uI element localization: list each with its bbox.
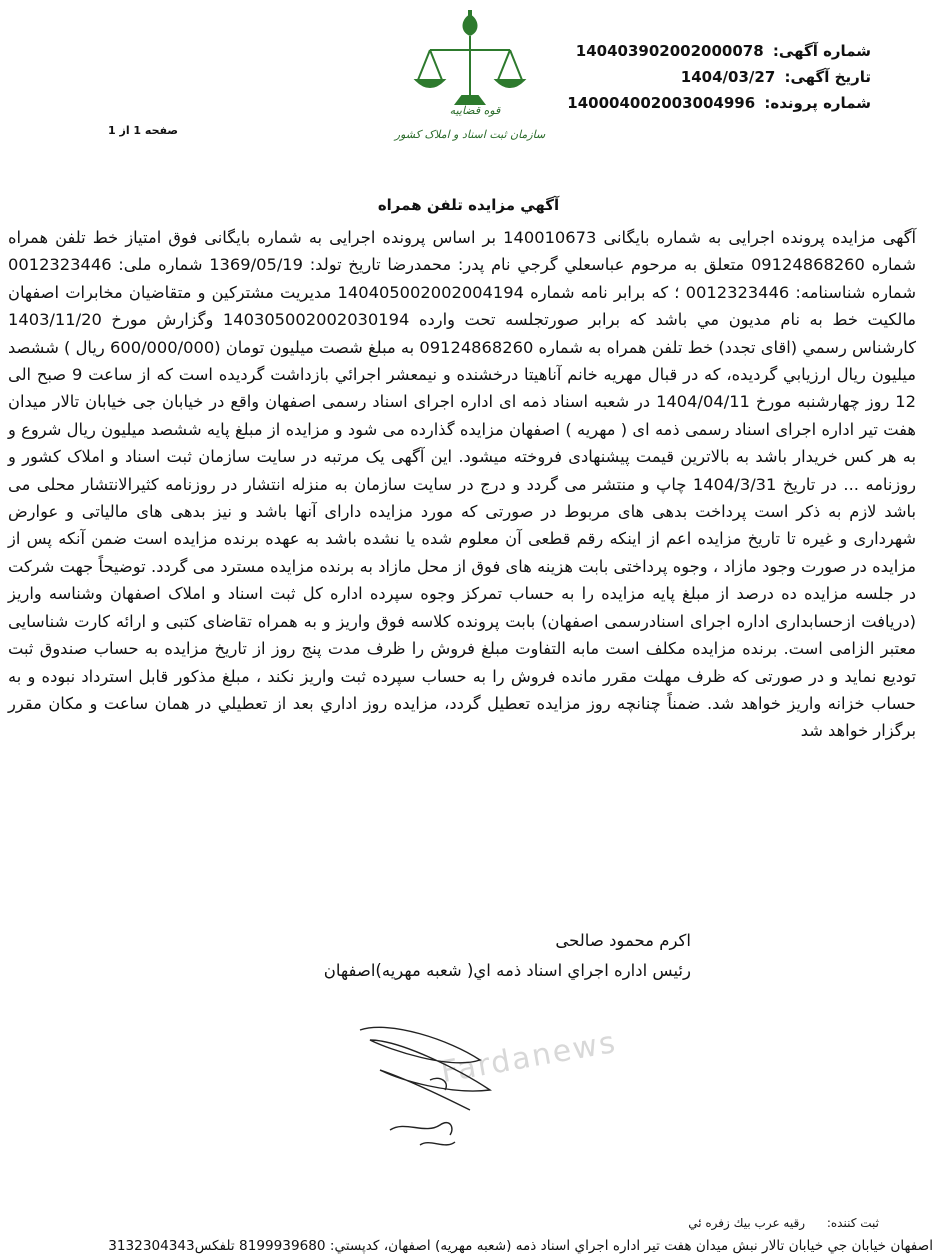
ad-date-row bbox=[567, 64, 871, 90]
registrar-label: ثبت کننده: bbox=[826, 1216, 879, 1230]
signatory-block bbox=[324, 926, 691, 986]
registrar bbox=[688, 1216, 879, 1230]
case-number-label: شماره پرونده: bbox=[764, 94, 871, 112]
ad-number-row bbox=[567, 38, 871, 64]
ad-date-value: 1404/03/27 bbox=[680, 68, 776, 86]
judiciary-caption: قوه قضاییه bbox=[449, 104, 501, 117]
registrar-name: رقيه عرب بيك زفره ئي bbox=[688, 1216, 806, 1230]
handwritten-signature bbox=[330, 1010, 530, 1170]
footer-address: اصفهان خيابان جي خيابان تالار نبش ميدان هفت تير اداره اجراي اسناد ذمه (شعبه مهريه) اصفهان، كدپستي: 8199939680 تلفكس3132304343 bbox=[108, 1238, 933, 1254]
page-title: آگهي مزايده تلفن همراه bbox=[377, 196, 560, 214]
case-number-row bbox=[567, 90, 871, 116]
signatory-name: اکرم محمود صالحی bbox=[555, 931, 691, 950]
ad-number-label: شماره آگهی: bbox=[772, 42, 871, 60]
ad-number-value: 14040390200200007‪8‬ bbox=[575, 42, 764, 60]
ad-metadata bbox=[567, 38, 871, 116]
watermark: Fardanews bbox=[438, 1024, 620, 1091]
page-info: صفحه 1 از 1 bbox=[108, 124, 179, 137]
notice-body: آگهی مزایده پرونده اجرایی به شماره بایگانی 140010673 بر اساس پرونده اجرایی به شماره بایگانی فوق امتیاز خط تلفن همراه شماره 09124868260 متعلق به مرحوم عباسعلي گرجي نام پدر: محمدرضا تاریخ تولد: 1369/05/19 شماره ملی: 0012323446 شماره شناسنامه: 0012323446 ؛ که برابر نامه شماره 140405002002004194 مديريت مشتركين و متقاضيان مخابرات اصفهان مالكيت خط به نام مديون مي باشد که برابر صورتجلسه تحت وارده 14030500200203019‪4‬ وگزارش مورخ 1403/11/20 کارشناس رسمي (اقای تجدد) خط تلفن همراه به شماره 09124868260 به مبلغ شصت ميليون تومان (600/000/000 ريال ) ششصد ميليون ريال ارزيابي گرديده، كه در قبال مهريه خانم آناهيتا درخشنده و نيمعشر اجرائي بازداشت گرديده است كه از ساعت 9 صبح الی 12 روز چهارشنبه مورخ 1404/04/11 در شعبه اسناد ذمه ای اداره اجرای اسناد رسمی اصفهان واقع در خیابان جی خیابان تالار میدان هفت تیر اداره اجرای اسناد رسمی ذمه ای ( مهریه ) اصفهان مزایده گذارده می شود و مزایده از مبلغ پایه ششصد میلیون ریال شروع و به هر کس خریدار باشد به بالاترین قیمت پیشنهادی فروخته میشود. این آگهی یک مرتبه در سایت سازمان ثبت اسناد و املاک کشور و روزنامه ... در تاریخ 1404/3/31 چاپ و منتشر می گردد و درج در سایت سازمان به منزله انتشار در روزنامه کثیرالانتشار محلی می باشد لازم به ذکر است پرداخت بدهی های مربوط در صورتی که مورد مزایده دارای آنها باشد و نیز بدهی های مالیاتی و عوارض شهرداری و غیره تا تاریخ مزایده اعم از اینکه رقم قطعی آن معلوم شده یا نشده باشد به عهده برنده مزایده است ضمن آنکه پس از مزایده در صورت وجود مازاد ، وجوه پرداختی بابت هزینه های فوق از محل مازاد به برنده مزایده مسترد می گردد. توضیحاً جهت شرکت در جلسه مزایده ده درصد از مبلغ پایه مزایده را به حساب تمرکز وجوه سپرده اداره کل ثبت اسناد و املاک اصفهان وشناسه واریز (دریافت ازحسابداری اداره اجرای اسنادرسمی اصفهان) بابت پرونده کلاسه فوق واریز و به همراه تقاضای کتبی و ارائه کارت شناسایی معتبر الزامی است. برنده مزایده مکلف است مابه التفاوت مبلغ فروش را ظرف مدت پنج روز از تاریخ مزایده به حساب صندوق ثبت تودیع نماید و در صورتی که ظرف مهلت مقرر مانده فروش را به حساب سپرده ثبت واریز نکند ، مبلغ مذکور قابل استرداد نبوده و به حساب خزانه واریز خواهد شد. ضمناً چنانچه روز مزایده تعطیل گردد، مزایده روز اداري بعد از تعطيلي در همان ساعت و مكان مقرر برگزار خواهد شد bbox=[8, 228, 917, 741]
ad-date-label: تاریخ آگهی: bbox=[784, 68, 871, 86]
registration-org-caption: سازمان ثبت اسناد و املاک کشور bbox=[394, 128, 546, 141]
signatory-position: رئیس اداره اجراي اسناد ذمه اي( شعبه مهريه)اصفهان bbox=[323, 961, 691, 980]
case-number-value: 140004002003004996 bbox=[567, 94, 756, 112]
